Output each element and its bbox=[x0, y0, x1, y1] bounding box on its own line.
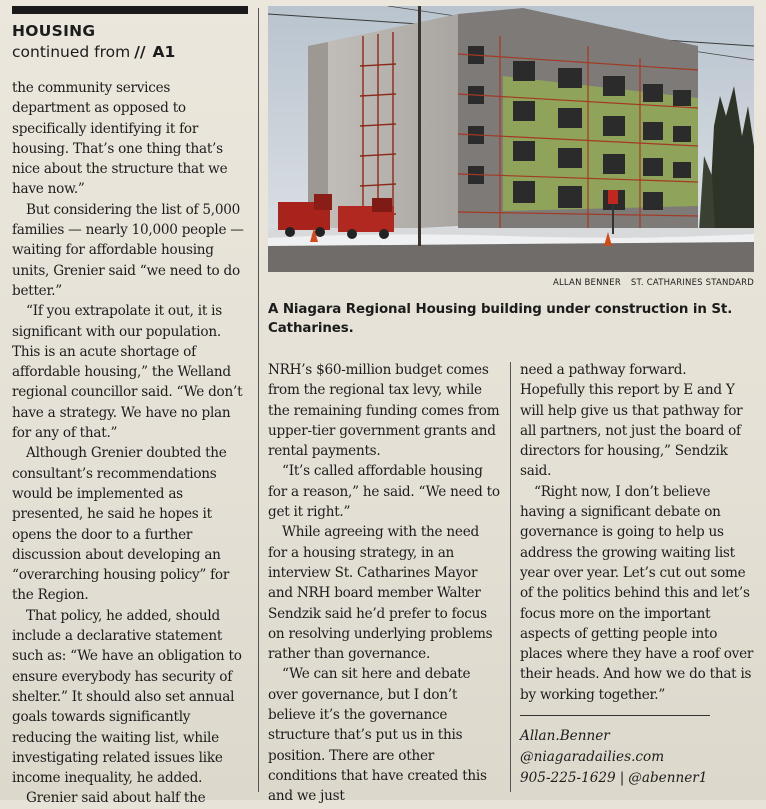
author-byline bbox=[520, 726, 754, 789]
section-rule bbox=[12, 6, 248, 14]
article-text-middle bbox=[268, 360, 500, 807]
news-photo bbox=[268, 6, 754, 272]
page-reference: A1 bbox=[152, 43, 176, 61]
continued-slashes: // bbox=[134, 43, 146, 61]
continued-from-line bbox=[12, 42, 248, 62]
paragraph: Although Grenier doubted the consultant’s recommendations would be implemented as presented, he said he hopes it opens the door to a further discussion about developing an “overarching housing policy” for the Region. bbox=[12, 445, 230, 604]
author-contact bbox=[520, 768, 754, 789]
paragraph: NRH’s $60-million budget comes from the regional tax levy, while the remaining funding comes from upper-tier government grants and rental payments. bbox=[268, 362, 500, 460]
paragraph: “If you extrapolate it out, it is significant with our population. This is an acute shortage of affordable housing,” the Welland regional councillor said. “We don’t have a strategy. We have no plan for any of that.” bbox=[12, 303, 243, 442]
continued-text: continued from bbox=[12, 43, 131, 61]
section-label: HOUSING bbox=[12, 22, 96, 40]
article-text-left bbox=[12, 78, 248, 809]
article-text-right bbox=[520, 360, 754, 705]
paragraph: But considering the list of 5,000 families — nearly 10,000 people — waiting for affordable housing units, Grenier said “we need to do better.” bbox=[12, 201, 244, 299]
paragraph: the community services department as opposed to specifically identifying it for housing. That’s one thing that’s nice about the structure that we have now.” bbox=[12, 80, 228, 198]
column-divider bbox=[258, 8, 259, 792]
photo-caption: A Niagara Regional Housing building under construction in St. Catharines. bbox=[268, 302, 733, 336]
middle-column bbox=[268, 360, 500, 807]
paragraph: “It’s called affordable housing for a reason,” he said. “We need to get it right.” bbox=[268, 463, 500, 521]
paragraph: Grenier said about half the bbox=[26, 790, 206, 807]
byline-separator: | bbox=[619, 770, 625, 787]
column-divider bbox=[510, 362, 511, 792]
byline-rule bbox=[520, 715, 710, 716]
photo-credit-org: ST. CATHARINES STANDARD bbox=[630, 278, 754, 288]
photo-credit-name: ALLAN BENNER bbox=[552, 278, 621, 288]
author-email: @niagaradailies.com bbox=[520, 749, 665, 766]
right-column bbox=[520, 360, 754, 789]
paragraph: While agreeing with the need for a housing strategy, in an interview St. Catharines Mayor and NRH board member Walter Sendzik said he’d prefer to focus on resolving underlying problems rather than governance. bbox=[268, 524, 493, 663]
paragraph: “We can sit here and debate over governance, but I don’t believe it’s the governance structure that’s put us in this position. There are other conditions that have created this and we just bbox=[268, 666, 487, 805]
left-column bbox=[12, 6, 248, 809]
author-phone: 905-225-1629 bbox=[520, 770, 616, 787]
paragraph: That policy, he added, should include a declarative statement such as: “We have an obligation to ensure everybody has security of shelter.” It should also set annual goals towards significantly reducing the waiting list, while investigating related issues like income inequality, he added. bbox=[12, 607, 242, 787]
author-handle: @abenner1 bbox=[628, 770, 708, 787]
paragraph: need a pathway forward. Hopefully this report by E and Y will help give us that pathway for all partners, not just the board of directors for housing,” Sendzik said. bbox=[520, 362, 743, 480]
photo-credit bbox=[268, 278, 754, 288]
paragraph: “Right now, I don’t believe having a significant debate on governance is going to help us address the growing waiting list year over year. Let’s cut out some of the politics behind this and let’s focus more on the important aspects of getting people into places where they have a roof over their heads. And how we do that is by working together.” bbox=[520, 483, 754, 703]
building-construction-photo bbox=[268, 6, 754, 272]
author-name: Allan.Benner bbox=[520, 728, 610, 745]
